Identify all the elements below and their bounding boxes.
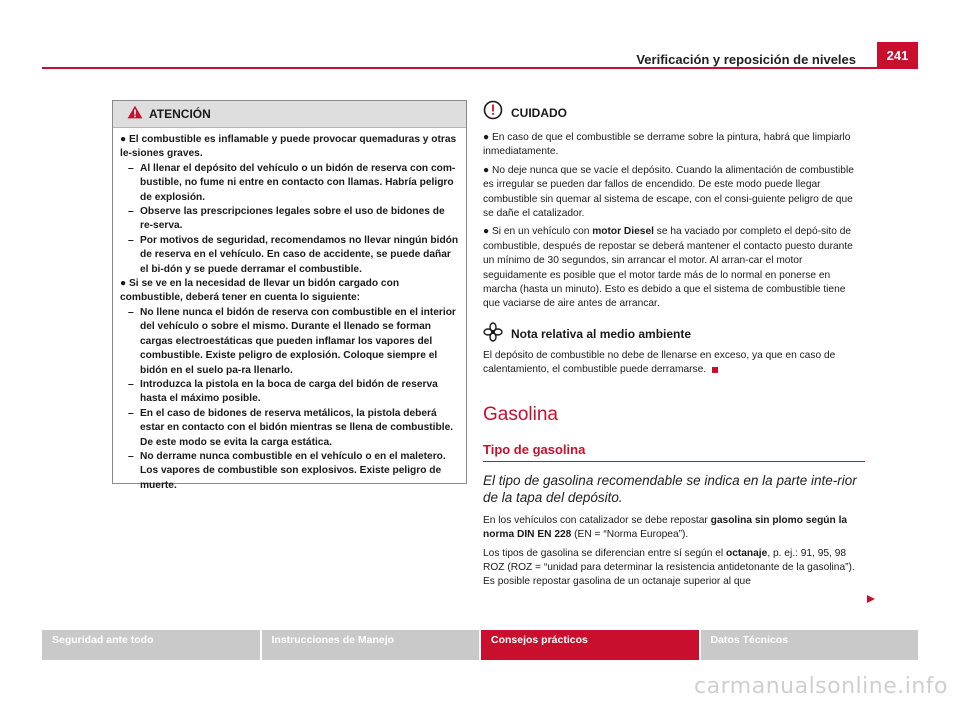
continue-arrow-icon [866, 591, 876, 609]
caution-exclamation-icon [483, 100, 503, 125]
warning-dash-item: – Introduzca la pistola en la boca de carga del bidón de reserva hasta el máximo posible. [128, 378, 438, 405]
footer-tab-consejos[interactable]: Consejos prácticos [481, 630, 699, 660]
warning-header [113, 101, 466, 128]
footer-tab-seguridad[interactable]: Seguridad ante todo [42, 630, 260, 660]
section-paragraph: En los vehículos con catalizador se debe repostar gasolina sin plomo según la norma DIN EN 228 (EN = “Norma Europea”). [483, 514, 848, 541]
warning-bullet: ● Si se ve en la necesidad de llevar un bidón cargado con combustible, deberá tener en cuenta lo siguiente: [120, 278, 400, 304]
warning-title: ATENCIÓN [149, 107, 211, 121]
warning-body [113, 128, 466, 493]
caution-item: ● No deje nunca que se vacíe el depósito. Cuando la alimentación de combustible es irregular se pueden dar fallos de encendido. De este modo puede llegar combustible sin quemar al sistema de escape, con el consi-guiente peligro de que se dañe el catalizador. [483, 164, 854, 220]
warning-dash-item: – No llene nunca el bidón de reserva con combustible en el interior del vehículo o sobre el mismo. Durante el llenado se forman cargas electroestáticas que pueden inflamar los vapores del combustible. Existe peligro de explosión. Coloque siempre el bidón en el suelo pa-ra llenarlo. [128, 306, 456, 376]
warning-dash-item: – En el caso de bidones de reserva metálicos, la pistola deberá estar en contacto con el bidón mientras se llena de combustible. De este modo se evita la carga estática. [128, 407, 454, 448]
warning-dash-item: – No derrame nunca combustible en el vehículo o en el maletero. Los vapores de combustible son explosivos. Existe peligro de muerte. [128, 450, 446, 491]
page-number: 241 [877, 42, 918, 69]
environment-header [483, 322, 865, 347]
caution-title: CUIDADO [511, 105, 567, 120]
environment-body [483, 349, 865, 378]
footer-tab-datos[interactable]: Datos Técnicos [701, 630, 919, 660]
warning-dash-item: – Al llenar el depósito del vehículo o un bidón de reserva con com-bustible, no fume ni entre en contacto con llamas. Habría peligro de explosión. [128, 162, 456, 203]
section-end-marker [712, 367, 718, 373]
warning-triangle-icon [127, 105, 143, 124]
page-header-title: Verificación y reposición de niveles [636, 52, 856, 67]
caution-item: ● En caso de que el combustible se derrame sobre la pintura, habrá que limpiarlo inmediatamente. [483, 132, 851, 158]
warning-bullet: ● El combustible es inflamable y puede provocar quemaduras y otras le-siones graves. [120, 134, 457, 160]
section-heading: Gasolina [483, 403, 558, 425]
environment-text: El depósito de combustible no debe de llenarse en exceso, ya que en caso de calentamiento, el combustible puede derramarse. [483, 349, 836, 376]
section-intro: El tipo de gasolina recomendable se indica en la parte inte-rior de la tapa del depósito. [483, 472, 857, 505]
footer-tab-instrucciones[interactable]: Instrucciones de Manejo [262, 630, 480, 660]
section-subheading: Tipo de gasolina [483, 441, 586, 457]
section-paragraph: Los tipos de gasolina se diferencian entre sí según el octanaje, p. ej.: 91, 95, 98 ROZ (ROZ = “unidad para determinar la resistencia antidetonante de la gasolina”). Es posible repostar gasolina de un octanaje superior al que [483, 547, 855, 588]
watermark: carmanualsonline.info [694, 674, 948, 699]
environment-title: Nota relativa al medio ambiente [511, 327, 692, 342]
header-rule [42, 67, 918, 69]
caution-header [483, 100, 865, 125]
footer-nav [42, 630, 918, 660]
section-body [483, 514, 865, 590]
right-column [483, 100, 865, 594]
warning-box [112, 100, 467, 491]
caution-item: ● Si en un vehículo con motor Diesel se ha vaciado por completo el depó-sito de combustible, después de repostar se deberá mantener el contacto puesto durante un mínimo de 30 segundos, sin arrancar el motor. Al arran-car el motor seguidamente es posible que el motor tarde más de lo normal en ponerse en marcha (hasta un minuto). Esto es debido a que el sistema de combustible tiene que vaciarse de aire antes de arrancar. [483, 226, 853, 310]
warning-dash-item: – Observe las prescripciones legales sobre el uso de bidones de re-serva. [128, 206, 445, 232]
caution-body [483, 131, 865, 312]
warning-dash-item: – Por motivos de seguridad, recomendamos no llevar ningún bidón de reserva en el vehículo. En caso de accidente, se puede dañar el bi-dón y se puede derramar el combustible. [128, 234, 459, 275]
subheading-rule [483, 461, 865, 462]
flower-environment-icon [483, 322, 503, 347]
